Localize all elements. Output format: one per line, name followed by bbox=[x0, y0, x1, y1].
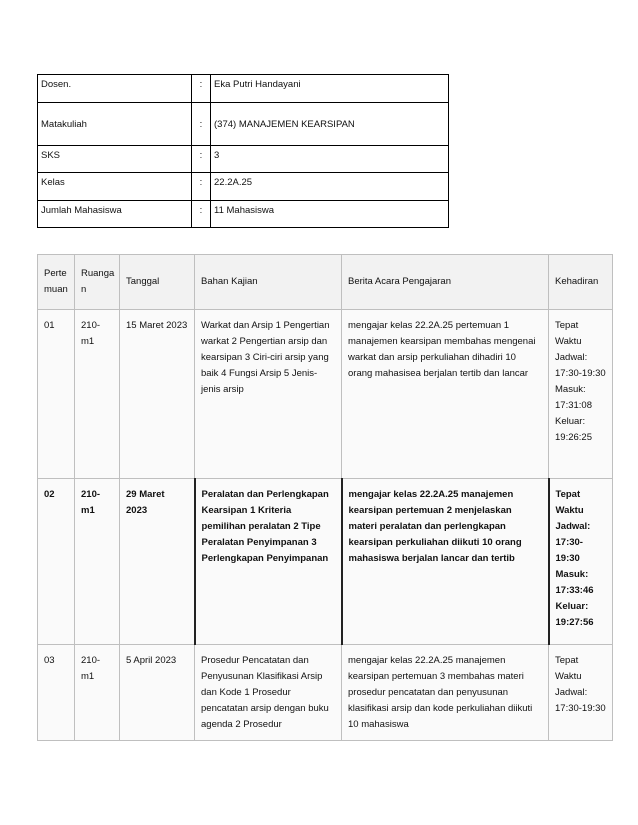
header-tanggal: Tanggal bbox=[120, 255, 195, 310]
cell-pertemuan: 01 bbox=[38, 310, 75, 479]
cell-pertemuan: 03 bbox=[38, 645, 75, 741]
cell-bahan-kajian: Prosedur Pencatatan dan Penyusunan Klasifikasi Arsip dan Kode 1 Prosedur pencatatan arsip dengan buku agenda 2 Prosedur bbox=[195, 645, 342, 741]
header-kehadiran: Kehadiran bbox=[549, 255, 613, 310]
cell-bahan-kajian: Peralatan dan Perlengkapan Kearsipan 1 Kriteria pemilihan peralatan 2 Tipe Peralatan Penyimpanan 3 Perlengkapan Penyimpanan bbox=[195, 479, 342, 645]
info-label: Kelas bbox=[38, 173, 192, 201]
info-row-kelas bbox=[38, 173, 449, 201]
info-colon: : bbox=[192, 146, 211, 173]
info-row-dosen bbox=[38, 75, 449, 103]
cell-kehadiran: Tepat Waktu Jadwal: 17:30-19:30 Masuk: 17:33:46 Keluar: 19:27:56 bbox=[549, 479, 613, 645]
info-row-jumlah-mahasiswa bbox=[38, 201, 449, 228]
info-row-matakuliah bbox=[38, 103, 449, 146]
info-value: (374) MANAJEMEN KEARSIPAN bbox=[211, 103, 449, 146]
info-label: Matakuliah bbox=[38, 103, 192, 146]
cell-berita-acara: mengajar kelas 22.2A.25 manajemen kearsipan pertemuan 3 membahas materi prosedur pencatatan dan penyusunan klasifikasi arsip dan kode perkuliahan diikuti 10 mahasiswa bbox=[342, 645, 549, 741]
course-info-table bbox=[37, 74, 449, 228]
cell-ruangan: 210-m1 bbox=[75, 479, 120, 645]
info-value: 3 bbox=[211, 146, 449, 173]
header-pertemuan: Perte muan bbox=[38, 255, 75, 310]
header-ruangan: Ruanga n bbox=[75, 255, 120, 310]
info-label: Jumlah Mahasiswa bbox=[38, 201, 192, 228]
table-row bbox=[38, 310, 613, 479]
cell-tanggal: 15 Maret 2023 bbox=[120, 310, 195, 479]
header-bahan-kajian: Bahan Kajian bbox=[195, 255, 342, 310]
info-value: 11 Mahasiswa bbox=[211, 201, 449, 228]
info-colon: : bbox=[192, 201, 211, 228]
table-row bbox=[38, 479, 613, 645]
cell-kehadiran: Tepat Waktu Jadwal: 17:30-19:30 bbox=[549, 645, 613, 741]
cell-berita-acara: mengajar kelas 22.2A.25 manajemen kearsipan pertemuan 2 menjelaskan materi peralatan dan perlengkapan kearsipan perkuliahan diikuti 10 orang mahasiswa berjalan lancar dan tertib bbox=[342, 479, 549, 645]
cell-bahan-kajian: Warkat dan Arsip 1 Pengertian warkat 2 Pengertian arsip dan kearsipan 3 Ciri-ciri arsip yang baik 4 Fungsi Arsip 5 Jenis-jenis arsip bbox=[195, 310, 342, 479]
info-colon: : bbox=[192, 103, 211, 146]
cell-berita-acara: mengajar kelas 22.2A.25 pertemuan 1 manajemen kearsipan membahas mengenai warkat dan arsip perkuliahan dihadiri 10 orang mahasisea berjalan tertib dan lancar bbox=[342, 310, 549, 479]
info-row-sks bbox=[38, 146, 449, 173]
table-row bbox=[38, 645, 613, 741]
cell-kehadiran: Tepat Waktu Jadwal: 17:30-19:30 Masuk: 17:31:08 Keluar: 19:26:25 bbox=[549, 310, 613, 479]
info-value: Eka Putri Handayani bbox=[211, 75, 449, 103]
cell-tanggal: 5 April 2023 bbox=[120, 645, 195, 741]
cell-tanggal: 29 Maret 2023 bbox=[120, 479, 195, 645]
info-label: Dosen. bbox=[38, 75, 192, 103]
info-label: SKS bbox=[38, 146, 192, 173]
info-colon: : bbox=[192, 75, 211, 103]
table-header-row bbox=[38, 255, 613, 310]
cell-ruangan: 210-m1 bbox=[75, 310, 120, 479]
info-colon: : bbox=[192, 173, 211, 201]
info-value: 22.2A.25 bbox=[211, 173, 449, 201]
header-berita-acara: Berita Acara Pengajaran bbox=[342, 255, 549, 310]
cell-pertemuan: 02 bbox=[38, 479, 75, 645]
cell-ruangan: 210-m1 bbox=[75, 645, 120, 741]
teaching-report-table bbox=[37, 254, 613, 741]
